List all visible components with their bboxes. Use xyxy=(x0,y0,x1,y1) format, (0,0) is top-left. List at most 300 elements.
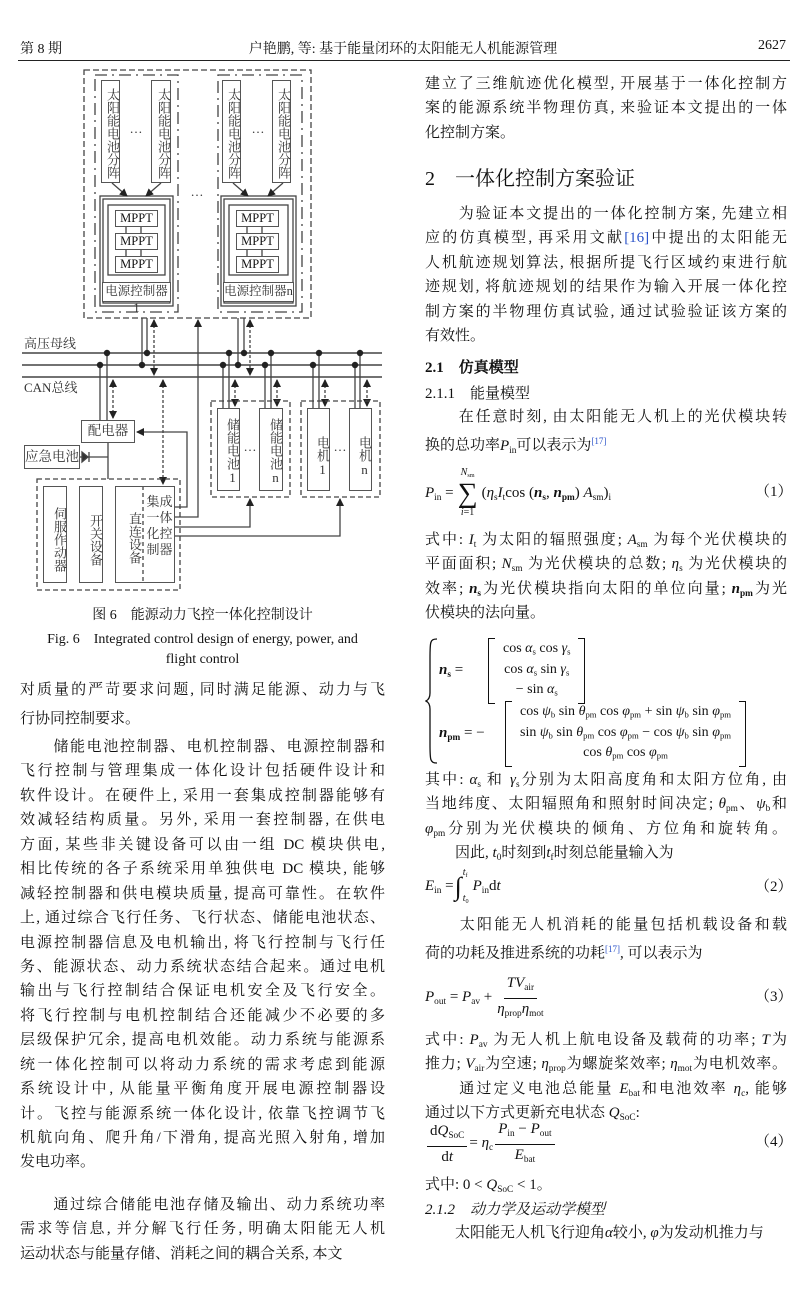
equation-1 xyxy=(425,468,611,519)
math-symbol: T xyxy=(506,975,516,991)
solar-subarray-1b: 太阳能电池分阵 xyxy=(151,80,171,183)
text-run: 人机航迹规划算法, 根据所提飞行区域约束进行航 xyxy=(425,254,787,271)
text-line xyxy=(425,429,787,456)
math-subscript: s xyxy=(554,687,558,698)
math-subscript: pm xyxy=(583,730,595,741)
text-line: 软件设计。在硬件上, 采用一套集成控制器能够有 xyxy=(20,787,385,804)
text-run: 式中: xyxy=(425,532,469,548)
switch-device-box: 开关设备 xyxy=(79,486,103,583)
text-line: 务、能源状态、动力系统状态结合起来。通过电机 xyxy=(20,958,385,975)
eq4-mid xyxy=(469,1135,493,1153)
text-line: 相比传统的各子系统采用单独供电 DC 模块, 能够 xyxy=(20,861,385,878)
text-run: 为验证本文提出的一体化控制方案, 先建立相 xyxy=(425,206,787,222)
solar-subarray-nb: 太阳能电池分阵 xyxy=(272,80,291,183)
text-run: = xyxy=(441,484,454,501)
math-subscript: in xyxy=(481,885,490,896)
math-symbol: $E_{bat}$ xyxy=(619,1080,640,1099)
mppt-box: MPPT xyxy=(115,256,158,273)
text-line: 层级保护冗余, 提高电机效能。动力系统与能源系 xyxy=(20,1032,385,1049)
math-subscript: in xyxy=(507,1128,515,1139)
equation-4-number: （4） xyxy=(755,1134,793,1150)
text-run: 有效性。 xyxy=(425,327,486,344)
right-paragraph-1 xyxy=(425,72,787,145)
math-symbol: $I_t$ xyxy=(497,484,506,503)
text-run: sin xyxy=(688,704,713,719)
text-line xyxy=(425,405,787,429)
mppt-stack-1 xyxy=(115,210,158,273)
math-symbol: $Q_{SoC}$ xyxy=(486,1177,514,1195)
math-subscript: pm xyxy=(627,730,639,741)
ns-matrix xyxy=(488,638,585,704)
math-symbol: $N_{sm}$ xyxy=(460,467,475,479)
math-subscript: sm xyxy=(592,492,604,503)
math-subscript: s xyxy=(565,667,570,678)
eq3-denominator xyxy=(494,999,546,1024)
left-paragraph-3 xyxy=(20,1193,385,1266)
text-run: ) xyxy=(574,484,584,501)
math-symbol: $t_f$ xyxy=(462,867,468,879)
math-symbol: $Q_{SoC}$ xyxy=(608,1105,636,1123)
math-symbol: $n_{pm}$ xyxy=(553,484,575,503)
math-subscript: mot xyxy=(677,1064,693,1075)
text-run: 为螺旋桨效率; xyxy=(565,1056,671,1073)
text-run: cos xyxy=(583,745,606,761)
math-subscript: b xyxy=(765,804,771,815)
math-symbol: $A_{sm}$ xyxy=(583,484,604,503)
right-paragraph-8 xyxy=(425,1173,787,1197)
left-paragraph-2 xyxy=(20,735,385,1175)
text-run: d xyxy=(441,1149,449,1166)
citation-link[interactable]: [17] xyxy=(605,944,621,955)
text-line xyxy=(425,1028,787,1052)
math-symbol: $P_{out}$ xyxy=(425,989,447,1008)
eq3-numerator xyxy=(504,973,537,999)
ellipsis: … xyxy=(190,184,204,199)
figure-caption-en-cont: flight control xyxy=(165,652,240,667)
integral-symbol: ∫ xyxy=(454,871,462,901)
text-run: 伏模块的法向量。 xyxy=(425,605,546,622)
math-subscript: in xyxy=(434,885,442,896)
text-run: cos xyxy=(596,704,623,719)
can-bus-label: CAN总线 xyxy=(24,380,78,395)
motor-1-box: 电机1 xyxy=(307,408,330,491)
math-subscript: 0 xyxy=(496,852,502,863)
hv-bus-label: 高压母线 xyxy=(24,336,77,351)
text-run: 制方案的半物理仿真试验, 通过试验验证该方案的 xyxy=(425,303,787,320)
text-run: 为光 xyxy=(752,580,788,597)
text-run: 分别为太阳高度角和太阳方位角, 由 xyxy=(519,772,787,788)
math-subscript: mot xyxy=(529,1008,544,1019)
eq4-denominator xyxy=(512,1145,539,1170)
math-symbol: $\alpha_s$ xyxy=(469,772,481,790)
math-symbol: $P_{in}$ xyxy=(498,1121,515,1139)
math-symbol: $N_{sm}$ xyxy=(501,556,523,575)
mppt-box: MPPT xyxy=(236,233,279,250)
math-subscript: av xyxy=(478,1039,488,1050)
math-symbol: $\eta_{mot}$ xyxy=(521,1000,544,1019)
math-symbol: $\eta_s$ xyxy=(486,484,498,503)
text-line: 行协同控制要求。 xyxy=(20,710,141,727)
text-run: , 能够 xyxy=(745,1080,787,1097)
math-subscript: s xyxy=(542,492,546,503)
distributor-box: 配电器 xyxy=(81,420,135,443)
text-line: 飞行控制与管理集成一体化设计包括硬件设计和 xyxy=(20,763,385,780)
figure-caption-en: Fig. 6 Integrated control design of energy, power, and xyxy=(47,632,358,647)
math-symbol: $n_s$ xyxy=(469,580,482,599)
text-run: , xyxy=(545,484,554,501)
section-heading: 2 一体化控制方案验证 xyxy=(425,168,635,190)
ns-lhs xyxy=(439,662,488,680)
text-run: 中提出的太阳能无 xyxy=(649,230,787,247)
matrix-row xyxy=(503,640,570,661)
math-subscript: air xyxy=(474,1064,485,1075)
math-symbol: $V_{air}$ xyxy=(465,1056,485,1075)
text-line xyxy=(425,552,787,576)
text-run: 平面面积; xyxy=(425,556,502,573)
right-paragraph-5 xyxy=(425,768,787,866)
equation-2 xyxy=(425,866,501,908)
motor-n-box: 电机n xyxy=(349,408,372,491)
math-symbol: $\eta_s$ xyxy=(671,556,683,575)
math-symbol: t xyxy=(448,1149,454,1166)
text-line xyxy=(425,300,787,324)
text-run: 为光伏模块指向太阳的单位向量; xyxy=(481,580,732,597)
math-symbol: $\eta_{prop}$ xyxy=(497,1000,522,1019)
math-subscript: t xyxy=(473,539,477,550)
solar-subarray-na: 太阳能电池分阵 xyxy=(222,80,241,183)
sum-symbol: ∑ xyxy=(457,477,478,509)
text-run: 为光伏模块的总数; xyxy=(522,556,672,573)
math-subscript: b xyxy=(684,730,689,741)
math-subscript: bat xyxy=(523,1154,536,1165)
math-symbol: $\psi_b$ xyxy=(756,796,771,815)
right-paragraph-3 xyxy=(425,405,787,454)
text-run: 式中: xyxy=(425,1032,470,1048)
eq2-upper-limit xyxy=(463,866,469,882)
math-subscript: out xyxy=(434,997,447,1008)
text-run: 通过以下方式更新充电状态 xyxy=(425,1105,609,1122)
text-line xyxy=(425,1077,787,1101)
math-subscript: av xyxy=(471,997,480,1008)
math-subscript: 0 xyxy=(465,897,469,905)
math-subscript: prop xyxy=(504,1008,522,1019)
npm-lhs xyxy=(439,725,505,743)
text-line: 需求等信息, 并分解飞行任务, 明确太阳能无人机 xyxy=(20,1221,385,1238)
text-line: 储能电池控制器、电机控制器、电源控制器和 xyxy=(20,739,385,755)
text-run: 应的仿真模型, 再采用文献 xyxy=(425,230,625,247)
math-subscript: f xyxy=(465,871,468,879)
eq1-body xyxy=(482,485,612,503)
math-symbol: $P_{in}$ xyxy=(425,484,442,503)
text-run: ( xyxy=(481,484,487,501)
text-run: 为电机效率。 xyxy=(692,1056,787,1073)
text-line xyxy=(425,841,787,865)
text-run: < 1。 xyxy=(513,1177,552,1193)
text-line xyxy=(425,577,787,601)
mppt-box: MPPT xyxy=(236,256,279,273)
math-subscript: pm xyxy=(447,732,461,743)
math-symbol: $\psi_b$ xyxy=(675,704,689,720)
math-subscript: pm xyxy=(740,588,753,599)
matrix-row xyxy=(516,681,558,702)
math-symbol: $\theta_{pm}$ xyxy=(605,745,624,761)
text-run: 和电池效率 xyxy=(639,1080,734,1097)
text-run: ) xyxy=(603,484,609,501)
npm-matrix xyxy=(505,701,746,767)
math-subscript: s xyxy=(494,492,498,503)
equation-4 xyxy=(425,1119,557,1170)
text-run: 时刻到 xyxy=(501,845,547,862)
math-symbol: $P_{av}$ xyxy=(469,1032,488,1050)
mppt-box: MPPT xyxy=(115,210,158,227)
math-subscript: c xyxy=(741,1088,746,1099)
text-line xyxy=(425,275,787,299)
text-line xyxy=(425,251,787,275)
text-line: 对质量的严苛要求问题, 同时满足能源、动力与飞 xyxy=(20,682,385,698)
matrix-row xyxy=(504,661,569,682)
text-line: 运动状态与能量存储、消耗之间的耦合关系, 本文 xyxy=(20,1245,343,1262)
text-line: 化控制方案。 xyxy=(425,124,516,141)
text-run: = xyxy=(441,877,454,894)
eq4-fraction xyxy=(495,1119,554,1170)
equation-vectors xyxy=(425,638,787,764)
text-run: 和 xyxy=(480,772,511,788)
text-line: 建立了三维航迹优化模型, 开展基于一体化控制方 xyxy=(425,76,787,92)
math-symbol: $P_{in}$ xyxy=(472,877,490,896)
math-symbol: $E_{in}$ xyxy=(425,877,442,896)
math-symbol: $\theta_{pm}$ xyxy=(576,724,595,741)
subsubsection-heading: 2.1.1 能量模型 xyxy=(425,386,531,402)
math-subscript: f xyxy=(550,852,554,863)
text-run: 为发动机推力与 xyxy=(658,1225,764,1241)
math-symbol: φ xyxy=(650,1225,659,1241)
text-run: = xyxy=(446,989,463,1006)
math-subscript: i xyxy=(608,492,612,503)
math-subscript: SoC xyxy=(619,1112,636,1123)
ellipsis: … xyxy=(129,121,143,136)
math-subscript: b xyxy=(684,709,689,720)
text-run: cos xyxy=(623,745,649,761)
text-run: 、 xyxy=(737,796,757,813)
math-symbol: $\gamma_s$ xyxy=(510,772,520,790)
eq2-body xyxy=(473,878,501,896)
text-run: 效率; xyxy=(425,580,470,597)
journal-issue: 第 8 期 xyxy=(20,42,62,57)
ellipsis: … xyxy=(333,439,347,454)
mppt-box: MPPT xyxy=(115,233,158,250)
text-line: 系统设计中, 从能量平衡角度开展电源控制器设 xyxy=(20,1081,385,1098)
text-run: 因此, xyxy=(425,845,493,862)
text-run: 迹规划, 将航迹规划的结果作为输入开展一体化控 xyxy=(425,279,787,296)
math-symbol: $\psi_b$ xyxy=(539,724,553,741)
math-symbol: $P_{av}$ xyxy=(462,989,480,1008)
text-run: cos xyxy=(504,661,527,677)
text-line xyxy=(425,817,787,841)
text-line xyxy=(425,913,787,937)
text-run: : xyxy=(635,1105,640,1122)
eq3-lhs xyxy=(425,989,492,1007)
eq4-deriv-num xyxy=(427,1121,467,1147)
text-line xyxy=(425,792,787,816)
text-run: − cos xyxy=(638,724,676,740)
math-symbol: $t_f$ xyxy=(546,845,554,863)
right-paragraph-7 xyxy=(425,1028,787,1126)
mppt-box: MPPT xyxy=(236,210,279,227)
text-run: sin xyxy=(688,724,713,740)
equation-3 xyxy=(425,973,549,1024)
text-line: 发电功率。 xyxy=(20,1154,96,1171)
math-subscript: b xyxy=(550,709,556,720)
text-run: 荷的功耗及推进系统的功耗 xyxy=(425,945,606,962)
text-run: + xyxy=(479,989,493,1006)
text-run: 较小, xyxy=(612,1225,651,1241)
text-run: 可以表示为 xyxy=(516,437,592,454)
text-line xyxy=(425,937,787,961)
math-subscript: SoC xyxy=(497,1184,514,1195)
text-line: 效减轻结构质量。另外, 采用一套控制器, 在供电 xyxy=(20,812,385,829)
math-symbol: $E_{bat}$ xyxy=(514,1146,536,1165)
text-run: = xyxy=(450,662,464,678)
math-symbol: $\theta_{pm}$ xyxy=(718,796,738,815)
math-symbol: $\alpha_s$ xyxy=(546,682,558,698)
left-paragraph-1 xyxy=(20,676,385,733)
math-subscript: sm xyxy=(467,471,475,479)
math-symbol: i xyxy=(460,506,464,518)
text-run: cos xyxy=(594,724,620,740)
text-run: , 可以表示为 xyxy=(620,945,703,962)
text-run: 为空速; xyxy=(484,1056,542,1073)
subsection-heading: 2.1 仿真模型 xyxy=(425,360,519,376)
text-run: 在任意时刻, 由太阳能无人机上的光伏模块转 xyxy=(425,409,787,425)
equation-3-number: （3） xyxy=(755,989,793,1005)
text-line: 减轻控制器和供电模块质量, 提高可靠性。在软件 xyxy=(20,885,385,902)
eq4-derivative xyxy=(427,1121,467,1167)
text-run: =1 xyxy=(463,506,475,518)
text-run: = − xyxy=(460,725,485,741)
math-symbol: t xyxy=(496,877,501,894)
text-line: 通过综合储能电池存储及输出、动力系统功率 xyxy=(20,1197,385,1213)
math-subscript: s xyxy=(477,779,481,790)
text-run: 为无人机上航电设备及载荷的功率; xyxy=(487,1032,762,1048)
servo-actuator-box: 伺服作动器 xyxy=(43,486,67,583)
math-subscript: in xyxy=(509,445,517,456)
math-symbol: $\psi_b$ xyxy=(542,704,556,720)
math-subscript: pm xyxy=(719,709,732,720)
equation-2-number: （2） xyxy=(755,879,793,895)
math-subscript: sm xyxy=(636,539,648,550)
text-run: sin xyxy=(520,724,540,740)
text-run: cos xyxy=(503,641,526,656)
math-symbol: $\theta_{pm}$ xyxy=(578,704,597,720)
math-subscript: s xyxy=(679,564,683,575)
math-subscript: pm xyxy=(629,709,642,720)
math-symbol: $\gamma_s$ xyxy=(561,641,571,657)
text-run: cos xyxy=(535,641,562,656)
text-run: d xyxy=(430,1123,438,1140)
text-run: 为光伏模块的 xyxy=(682,556,787,573)
math-symbol: $t_0$ xyxy=(462,892,469,905)
text-line: 案的能源系统半物理仿真, 来验证本文提出的一体 xyxy=(425,100,787,117)
math-subscript: air xyxy=(524,982,535,993)
math-subscript: pm xyxy=(585,709,597,720)
math-symbol: $\eta_c$ xyxy=(481,1135,494,1154)
emergency-battery-box: 应急电池 xyxy=(24,445,80,469)
text-run: d xyxy=(489,877,497,894)
text-run: 时刻总能量输入为 xyxy=(553,845,674,862)
text-run: sin xyxy=(537,661,561,677)
math-subscript: b xyxy=(548,730,553,741)
math-symbol: $n_s$ xyxy=(439,662,451,680)
math-symbol: T xyxy=(761,1032,770,1048)
text-line: 输出与飞行控制结合保证电机安全及飞行安全。 xyxy=(20,983,385,1000)
text-run: 和 xyxy=(770,796,787,813)
math-symbol xyxy=(609,485,612,501)
math-symbol: $n_{pm}$ xyxy=(439,725,461,743)
power-controller-n: 电源控制器n xyxy=(223,282,294,302)
text-run: 式中: 0 < xyxy=(425,1177,487,1193)
right-paragraph-9 xyxy=(425,1221,787,1245)
math-symbol: $\psi_b$ xyxy=(675,724,689,741)
text-run: + sin xyxy=(641,704,676,719)
math-symbol: $A_{sm}$ xyxy=(627,532,648,550)
math-symbol: $P_{out}$ xyxy=(530,1121,552,1139)
math-subscript: pm xyxy=(725,804,738,815)
eq4-numerator xyxy=(495,1119,554,1145)
right-paragraph-6 xyxy=(425,913,787,962)
battery-1-box: 储能电池1 xyxy=(217,408,240,491)
text-line xyxy=(425,528,787,552)
battery-n-box: 储能电池n xyxy=(259,408,283,491)
integrated-controller-label: 集成一体化控制器 xyxy=(146,494,173,557)
text-line: 计。飞控与能源系统一体化设计, 依靠飞控调节飞 xyxy=(20,1105,385,1122)
figure-caption-cn: 图 6 能源动力飞控一体化控制设计 xyxy=(92,608,313,623)
citation-link[interactable]: [16] xyxy=(624,230,650,247)
text-line: 机航向角、爬升角/下滑角, 提高光照入射角, 增加 xyxy=(20,1130,385,1146)
math-subscript: bat xyxy=(628,1088,640,1099)
math-subscript: c xyxy=(489,1143,494,1154)
direct-device-label: 直连设备 xyxy=(127,511,142,564)
math-symbol: α xyxy=(605,1225,613,1241)
page-number: 2627 xyxy=(758,38,786,53)
eq3-fraction xyxy=(494,973,546,1024)
text-run: − xyxy=(514,1121,531,1137)
citation-link[interactable]: [17] xyxy=(591,436,607,447)
math-subscript: pm xyxy=(561,492,575,503)
math-symbol: $V_{air}$ xyxy=(515,975,535,993)
text-run: 通过定义电池总能量 xyxy=(425,1080,620,1097)
math-symbol: $\varphi_{pm}$ xyxy=(649,745,668,761)
text-run: sin xyxy=(552,724,577,740)
text-run: 换的总功率 xyxy=(425,437,501,454)
text-run: 为太阳的辐照强度; xyxy=(476,532,628,548)
text-line: 方面, 某些非关键设备可以由一组 DC 模块供电, xyxy=(20,836,385,853)
math-symbol: $\varphi_{pm}$ xyxy=(712,704,732,720)
text-run: 当地纬度、太阳辐照角和照射时间决定; xyxy=(425,796,719,813)
text-line xyxy=(425,1173,787,1197)
math-symbol: $\varphi_{pm}$ xyxy=(712,724,732,741)
math-symbol: $P_{in}$ xyxy=(500,437,517,456)
math-subscript: s xyxy=(532,646,536,657)
text-line: 将飞行控制与电机控制结合还能减少不必要的多 xyxy=(20,1007,385,1024)
text-run: = xyxy=(469,1135,482,1152)
math-subscript: pm xyxy=(612,750,624,761)
text-run: cos xyxy=(520,704,543,719)
math-subscript: SoC xyxy=(448,1131,465,1142)
math-symbol: $t_0$ xyxy=(492,845,502,863)
math-subscript: s xyxy=(447,669,451,680)
math-symbol: $\gamma_s$ xyxy=(560,661,570,678)
text-run: 分别为光伏模块的倾角、方位角和旋转角。 xyxy=(445,820,787,837)
